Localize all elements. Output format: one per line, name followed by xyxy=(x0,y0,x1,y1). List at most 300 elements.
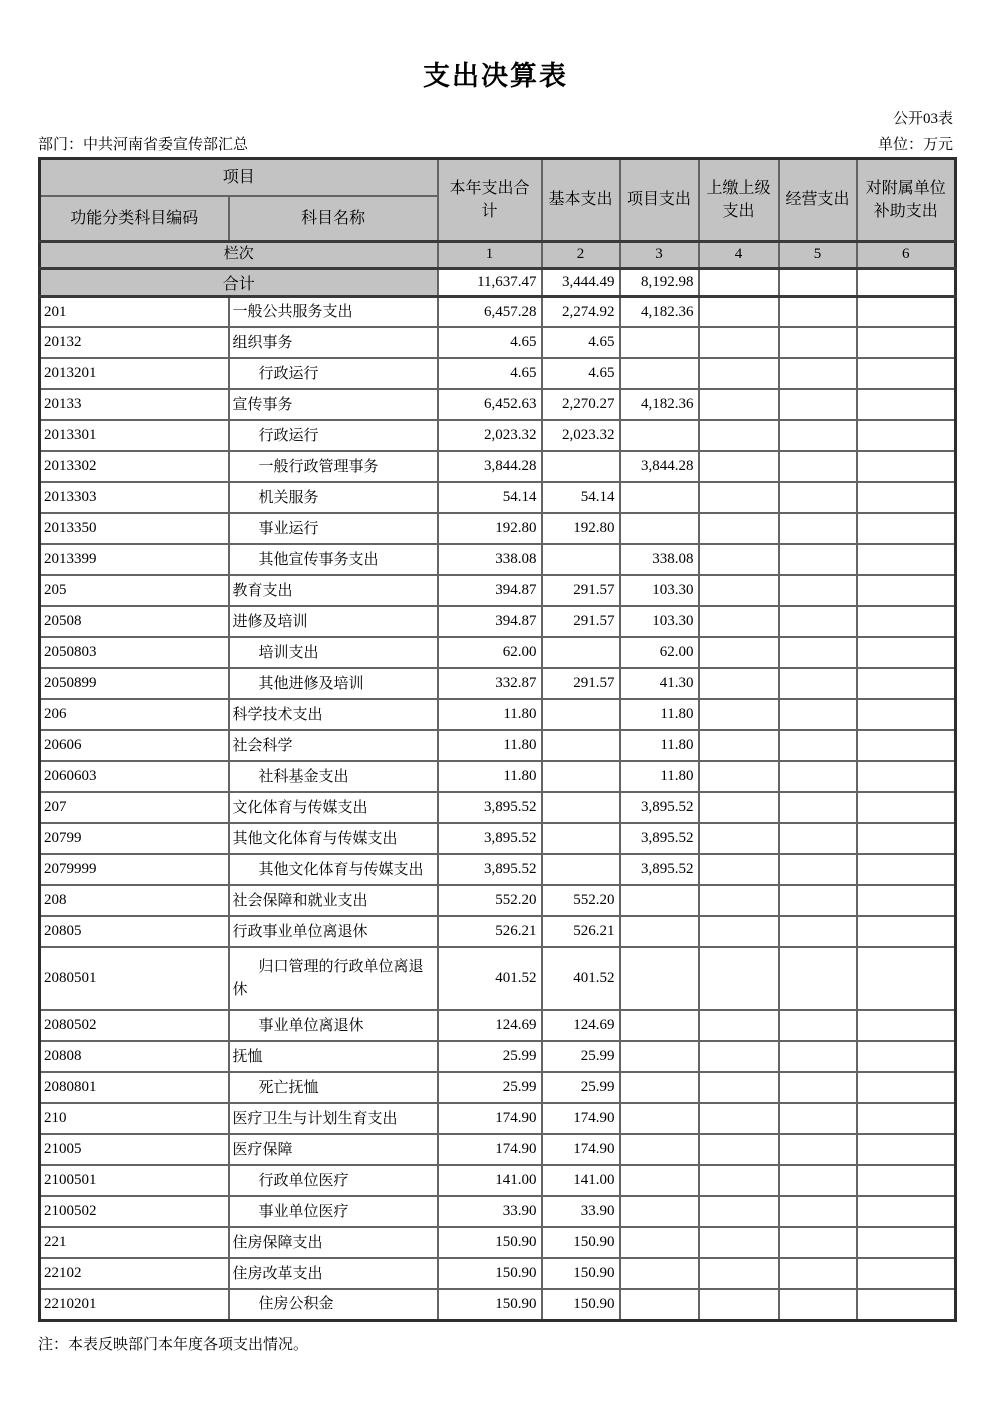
row-value xyxy=(857,854,956,885)
table-header xyxy=(40,159,956,269)
row-value: 11.80 xyxy=(438,730,542,761)
row-value xyxy=(779,420,857,451)
row-value: 192.80 xyxy=(542,513,620,544)
total-label: 合计 xyxy=(40,268,438,296)
subject-name: 住房改革支出 xyxy=(229,1258,438,1289)
table-row xyxy=(40,451,956,482)
table-row xyxy=(40,730,956,761)
expenditure-table xyxy=(38,157,957,1322)
table-row xyxy=(40,296,956,327)
row-value xyxy=(779,513,857,544)
table-row xyxy=(40,1103,956,1134)
row-value xyxy=(857,1134,956,1165)
subject-code: 210 xyxy=(40,1103,229,1134)
subject-code: 22102 xyxy=(40,1258,229,1289)
row-value xyxy=(542,544,620,575)
row-value: 62.00 xyxy=(438,637,542,668)
row-value xyxy=(779,823,857,854)
subject-code: 2079999 xyxy=(40,854,229,885)
row-value xyxy=(699,792,779,823)
row-value: 4,182.36 xyxy=(620,296,699,327)
subject-name: 事业单位医疗 xyxy=(229,1196,438,1227)
table-row xyxy=(40,1072,956,1103)
row-value xyxy=(779,854,857,885)
row-value xyxy=(620,358,699,389)
row-value xyxy=(857,296,956,327)
total-value: 3,444.49 xyxy=(542,268,620,296)
row-value: 291.57 xyxy=(542,575,620,606)
subject-name: 组织事务 xyxy=(229,327,438,358)
table-row xyxy=(40,606,956,637)
subject-code: 2013201 xyxy=(40,358,229,389)
row-value xyxy=(779,668,857,699)
subject-name: 归口管理的行政单位离退休 xyxy=(229,947,438,1010)
row-value xyxy=(620,420,699,451)
row-value xyxy=(542,854,620,885)
row-value xyxy=(779,451,857,482)
row-value: 150.90 xyxy=(438,1258,542,1289)
column-number-2: 2 xyxy=(542,242,620,269)
header-current-year-total: 本年支出合计 xyxy=(438,159,542,242)
row-value xyxy=(779,544,857,575)
subject-code: 20133 xyxy=(40,389,229,420)
subject-name: 一般行政管理事务 xyxy=(229,451,438,482)
table-row xyxy=(40,854,956,885)
subject-code: 201 xyxy=(40,296,229,327)
row-value xyxy=(620,1103,699,1134)
table-row xyxy=(40,1227,956,1258)
subject-code: 2050803 xyxy=(40,637,229,668)
total-row xyxy=(40,268,956,296)
table-row xyxy=(40,1258,956,1289)
row-value xyxy=(779,637,857,668)
row-value xyxy=(779,358,857,389)
row-value xyxy=(857,575,956,606)
subject-name: 进修及培训 xyxy=(229,606,438,637)
row-value: 2,270.27 xyxy=(542,389,620,420)
row-value xyxy=(699,1103,779,1134)
row-value xyxy=(779,296,857,327)
row-value xyxy=(699,1165,779,1196)
header-subject-code: 功能分类科目编码 xyxy=(40,196,229,242)
row-value xyxy=(857,420,956,451)
row-value: 401.52 xyxy=(542,947,620,1010)
row-value: 25.99 xyxy=(438,1041,542,1072)
row-value xyxy=(620,1196,699,1227)
row-value: 3,895.52 xyxy=(620,854,699,885)
row-value xyxy=(699,823,779,854)
table-row xyxy=(40,668,956,699)
row-value xyxy=(779,792,857,823)
subject-name: 社会保障和就业支出 xyxy=(229,885,438,916)
row-value: 141.00 xyxy=(542,1165,620,1196)
total-value xyxy=(857,268,956,296)
row-value xyxy=(779,389,857,420)
row-value: 124.69 xyxy=(438,1010,542,1041)
row-value: 4,182.36 xyxy=(620,389,699,420)
row-value xyxy=(857,389,956,420)
row-value xyxy=(620,482,699,513)
subject-name: 其他宣传事务支出 xyxy=(229,544,438,575)
row-value xyxy=(699,761,779,792)
row-value xyxy=(699,1134,779,1165)
row-value: 150.90 xyxy=(542,1227,620,1258)
row-value xyxy=(857,637,956,668)
row-value xyxy=(779,1289,857,1320)
row-value: 41.30 xyxy=(620,668,699,699)
row-value: 338.08 xyxy=(620,544,699,575)
row-value xyxy=(620,513,699,544)
row-value xyxy=(620,1134,699,1165)
row-value xyxy=(699,1258,779,1289)
subject-code: 2013303 xyxy=(40,482,229,513)
row-value xyxy=(857,1010,956,1041)
row-value xyxy=(699,389,779,420)
row-value xyxy=(542,792,620,823)
row-value xyxy=(857,668,956,699)
table-row xyxy=(40,916,956,947)
row-value xyxy=(857,730,956,761)
row-value xyxy=(779,699,857,730)
row-value xyxy=(542,699,620,730)
row-value: 2,023.32 xyxy=(542,420,620,451)
row-value xyxy=(699,482,779,513)
row-value: 174.90 xyxy=(438,1134,542,1165)
subject-code: 21005 xyxy=(40,1134,229,1165)
row-value xyxy=(699,947,779,1010)
subject-code: 207 xyxy=(40,792,229,823)
row-value: 4.65 xyxy=(542,358,620,389)
row-value: 338.08 xyxy=(438,544,542,575)
row-value xyxy=(620,1010,699,1041)
row-value xyxy=(857,606,956,637)
subject-name: 住房保障支出 xyxy=(229,1227,438,1258)
subject-name: 医疗保障 xyxy=(229,1134,438,1165)
row-value: 4.65 xyxy=(438,327,542,358)
row-value: 150.90 xyxy=(542,1289,620,1320)
row-value: 526.21 xyxy=(438,916,542,947)
row-value xyxy=(857,1165,956,1196)
row-value: 11.80 xyxy=(620,699,699,730)
row-value xyxy=(699,296,779,327)
row-value: 11.80 xyxy=(438,761,542,792)
header-upper-level-payment: 上缴上级支出 xyxy=(699,159,779,242)
row-value: 54.14 xyxy=(542,482,620,513)
row-value: 33.90 xyxy=(438,1196,542,1227)
row-value: 2,274.92 xyxy=(542,296,620,327)
row-value xyxy=(542,730,620,761)
table-row xyxy=(40,699,956,730)
row-value xyxy=(857,451,956,482)
header-project: 项目 xyxy=(40,159,438,196)
row-value: 192.80 xyxy=(438,513,542,544)
row-value: 141.00 xyxy=(438,1165,542,1196)
row-value xyxy=(857,1103,956,1134)
table-row xyxy=(40,420,956,451)
row-value: 174.90 xyxy=(438,1103,542,1134)
row-value xyxy=(620,1165,699,1196)
table-row xyxy=(40,1196,956,1227)
subject-code: 221 xyxy=(40,1227,229,1258)
row-value xyxy=(699,1010,779,1041)
row-value: 401.52 xyxy=(438,947,542,1010)
row-value xyxy=(620,947,699,1010)
subject-name: 行政运行 xyxy=(229,420,438,451)
row-value xyxy=(699,1196,779,1227)
subject-name: 住房公积金 xyxy=(229,1289,438,1320)
row-value: 3,895.52 xyxy=(438,823,542,854)
row-value: 150.90 xyxy=(438,1289,542,1320)
subject-name: 其他文化体育与传媒支出 xyxy=(229,823,438,854)
footnote: 注：本表反映部门本年度各项支出情况。 xyxy=(38,1336,309,1353)
row-value xyxy=(857,823,956,854)
row-value xyxy=(779,1196,857,1227)
table-body xyxy=(40,268,956,1320)
total-value xyxy=(699,268,779,296)
row-value: 11.80 xyxy=(438,699,542,730)
table-row xyxy=(40,1041,956,1072)
row-value xyxy=(542,823,620,854)
row-value xyxy=(699,699,779,730)
row-value xyxy=(620,916,699,947)
table-row xyxy=(40,885,956,916)
row-value xyxy=(620,1072,699,1103)
table-row xyxy=(40,947,956,1010)
row-value: 6,452.63 xyxy=(438,389,542,420)
row-value: 25.99 xyxy=(542,1041,620,1072)
subject-name: 行政运行 xyxy=(229,358,438,389)
header-row-project xyxy=(40,159,956,196)
row-value: 150.90 xyxy=(542,1258,620,1289)
row-value: 150.90 xyxy=(438,1227,542,1258)
row-value xyxy=(699,1041,779,1072)
row-value: 394.87 xyxy=(438,575,542,606)
table-row xyxy=(40,482,956,513)
subject-name: 事业单位离退休 xyxy=(229,1010,438,1041)
subject-code: 2100501 xyxy=(40,1165,229,1196)
subject-code: 2050899 xyxy=(40,668,229,699)
subject-code: 2080501 xyxy=(40,947,229,1010)
row-value xyxy=(699,358,779,389)
row-value xyxy=(699,544,779,575)
subject-name: 抚恤 xyxy=(229,1041,438,1072)
header-project-expenditure: 项目支出 xyxy=(620,159,699,242)
row-value xyxy=(857,1289,956,1320)
row-value: 103.30 xyxy=(620,606,699,637)
subject-code: 2013350 xyxy=(40,513,229,544)
row-value xyxy=(779,885,857,916)
subject-name: 死亡抚恤 xyxy=(229,1072,438,1103)
row-value xyxy=(699,916,779,947)
department-label: 部门：中共河南省委宣传部汇总 xyxy=(38,137,249,153)
subject-code: 20508 xyxy=(40,606,229,637)
row-value xyxy=(779,1165,857,1196)
table-row xyxy=(40,1165,956,1196)
row-value: 4.65 xyxy=(542,327,620,358)
row-value xyxy=(857,916,956,947)
column-number-4: 4 xyxy=(699,242,779,269)
subject-code: 20808 xyxy=(40,1041,229,1072)
row-value xyxy=(699,854,779,885)
subject-name: 事业运行 xyxy=(229,513,438,544)
table-row xyxy=(40,1134,956,1165)
row-value xyxy=(542,637,620,668)
row-value xyxy=(699,420,779,451)
subject-code: 2080801 xyxy=(40,1072,229,1103)
subject-name: 宣传事务 xyxy=(229,389,438,420)
row-value: 3,844.28 xyxy=(438,451,542,482)
table-row xyxy=(40,1010,956,1041)
row-value: 33.90 xyxy=(542,1196,620,1227)
total-value xyxy=(779,268,857,296)
header-subsidiary-subsidy: 对附属单位补助支出 xyxy=(857,159,956,242)
column-number-row xyxy=(40,242,956,269)
row-value xyxy=(857,482,956,513)
subject-code: 2013301 xyxy=(40,420,229,451)
row-value xyxy=(779,327,857,358)
table-row xyxy=(40,1289,956,1320)
row-value xyxy=(542,761,620,792)
row-value xyxy=(542,451,620,482)
row-value xyxy=(779,1103,857,1134)
row-value xyxy=(620,1289,699,1320)
row-value xyxy=(779,606,857,637)
table-row xyxy=(40,823,956,854)
row-value xyxy=(857,1227,956,1258)
column-number-6: 6 xyxy=(857,242,956,269)
subject-code: 2013302 xyxy=(40,451,229,482)
row-value: 103.30 xyxy=(620,575,699,606)
row-value xyxy=(699,1227,779,1258)
column-number-3: 3 xyxy=(620,242,699,269)
row-value xyxy=(779,730,857,761)
column-number-5: 5 xyxy=(779,242,857,269)
row-value xyxy=(779,482,857,513)
row-value xyxy=(779,1134,857,1165)
row-value xyxy=(857,761,956,792)
row-value: 552.20 xyxy=(542,885,620,916)
row-value: 3,844.28 xyxy=(620,451,699,482)
subject-code: 20799 xyxy=(40,823,229,854)
subject-name: 其他进修及培训 xyxy=(229,668,438,699)
row-value xyxy=(857,699,956,730)
row-value xyxy=(857,1041,956,1072)
row-value xyxy=(779,916,857,947)
total-value: 8,192.98 xyxy=(620,268,699,296)
public-table-label: 公开03表 xyxy=(892,111,953,127)
subject-code: 20606 xyxy=(40,730,229,761)
subject-name: 科学技术支出 xyxy=(229,699,438,730)
row-value xyxy=(857,1258,956,1289)
row-value xyxy=(857,327,956,358)
table-row xyxy=(40,575,956,606)
subject-code: 206 xyxy=(40,699,229,730)
row-value xyxy=(779,947,857,1010)
table-row xyxy=(40,389,956,420)
row-value xyxy=(779,1072,857,1103)
row-value xyxy=(779,1041,857,1072)
table-row xyxy=(40,358,956,389)
row-value: 11.80 xyxy=(620,761,699,792)
row-value xyxy=(857,885,956,916)
subject-name: 机关服务 xyxy=(229,482,438,513)
row-value xyxy=(779,761,857,792)
row-value xyxy=(620,327,699,358)
table-row xyxy=(40,544,956,575)
row-value xyxy=(699,637,779,668)
row-value: 174.90 xyxy=(542,1134,620,1165)
header-basic-expenditure: 基本支出 xyxy=(542,159,620,242)
row-value xyxy=(857,513,956,544)
lanci-label: 栏次 xyxy=(40,242,438,269)
row-value xyxy=(857,792,956,823)
subject-name: 培训支出 xyxy=(229,637,438,668)
row-value xyxy=(857,358,956,389)
row-value: 3,895.52 xyxy=(620,792,699,823)
row-value xyxy=(699,1289,779,1320)
subject-name: 社会科学 xyxy=(229,730,438,761)
subject-code: 205 xyxy=(40,575,229,606)
header-operating-expenditure: 经营支出 xyxy=(779,159,857,242)
subject-name: 行政事业单位离退休 xyxy=(229,916,438,947)
row-value: 174.90 xyxy=(542,1103,620,1134)
header-subject-name: 科目名称 xyxy=(229,196,438,242)
table-row xyxy=(40,761,956,792)
row-value xyxy=(857,947,956,1010)
row-value: 3,895.52 xyxy=(438,792,542,823)
row-value xyxy=(620,1041,699,1072)
subject-name: 行政单位医疗 xyxy=(229,1165,438,1196)
row-value xyxy=(620,1258,699,1289)
row-value: 25.99 xyxy=(542,1072,620,1103)
row-value xyxy=(699,451,779,482)
row-value xyxy=(857,1072,956,1103)
page-title: 支出决算表 xyxy=(423,61,568,91)
subject-code: 20132 xyxy=(40,327,229,358)
row-value xyxy=(699,513,779,544)
row-value: 124.69 xyxy=(542,1010,620,1041)
row-value xyxy=(779,1010,857,1041)
subject-name: 医疗卫生与计划生育支出 xyxy=(229,1103,438,1134)
row-value: 332.87 xyxy=(438,668,542,699)
row-value: 552.20 xyxy=(438,885,542,916)
row-value: 62.00 xyxy=(620,637,699,668)
row-value: 11.80 xyxy=(620,730,699,761)
row-value xyxy=(699,327,779,358)
subject-code: 2060603 xyxy=(40,761,229,792)
subject-name: 一般公共服务支出 xyxy=(229,296,438,327)
row-value xyxy=(620,885,699,916)
column-number-1: 1 xyxy=(438,242,542,269)
row-value: 6,457.28 xyxy=(438,296,542,327)
row-value: 3,895.52 xyxy=(438,854,542,885)
meta-line xyxy=(38,133,953,154)
row-value: 394.87 xyxy=(438,606,542,637)
table-row xyxy=(40,792,956,823)
row-value xyxy=(779,1227,857,1258)
row-value xyxy=(699,885,779,916)
row-value xyxy=(779,1258,857,1289)
subject-name: 其他文化体育与传媒支出 xyxy=(229,854,438,885)
row-value xyxy=(620,1227,699,1258)
subject-name: 教育支出 xyxy=(229,575,438,606)
row-value xyxy=(699,668,779,699)
row-value: 2,023.32 xyxy=(438,420,542,451)
row-value: 54.14 xyxy=(438,482,542,513)
subject-name: 社科基金支出 xyxy=(229,761,438,792)
subject-code: 2100502 xyxy=(40,1196,229,1227)
row-value xyxy=(857,1196,956,1227)
